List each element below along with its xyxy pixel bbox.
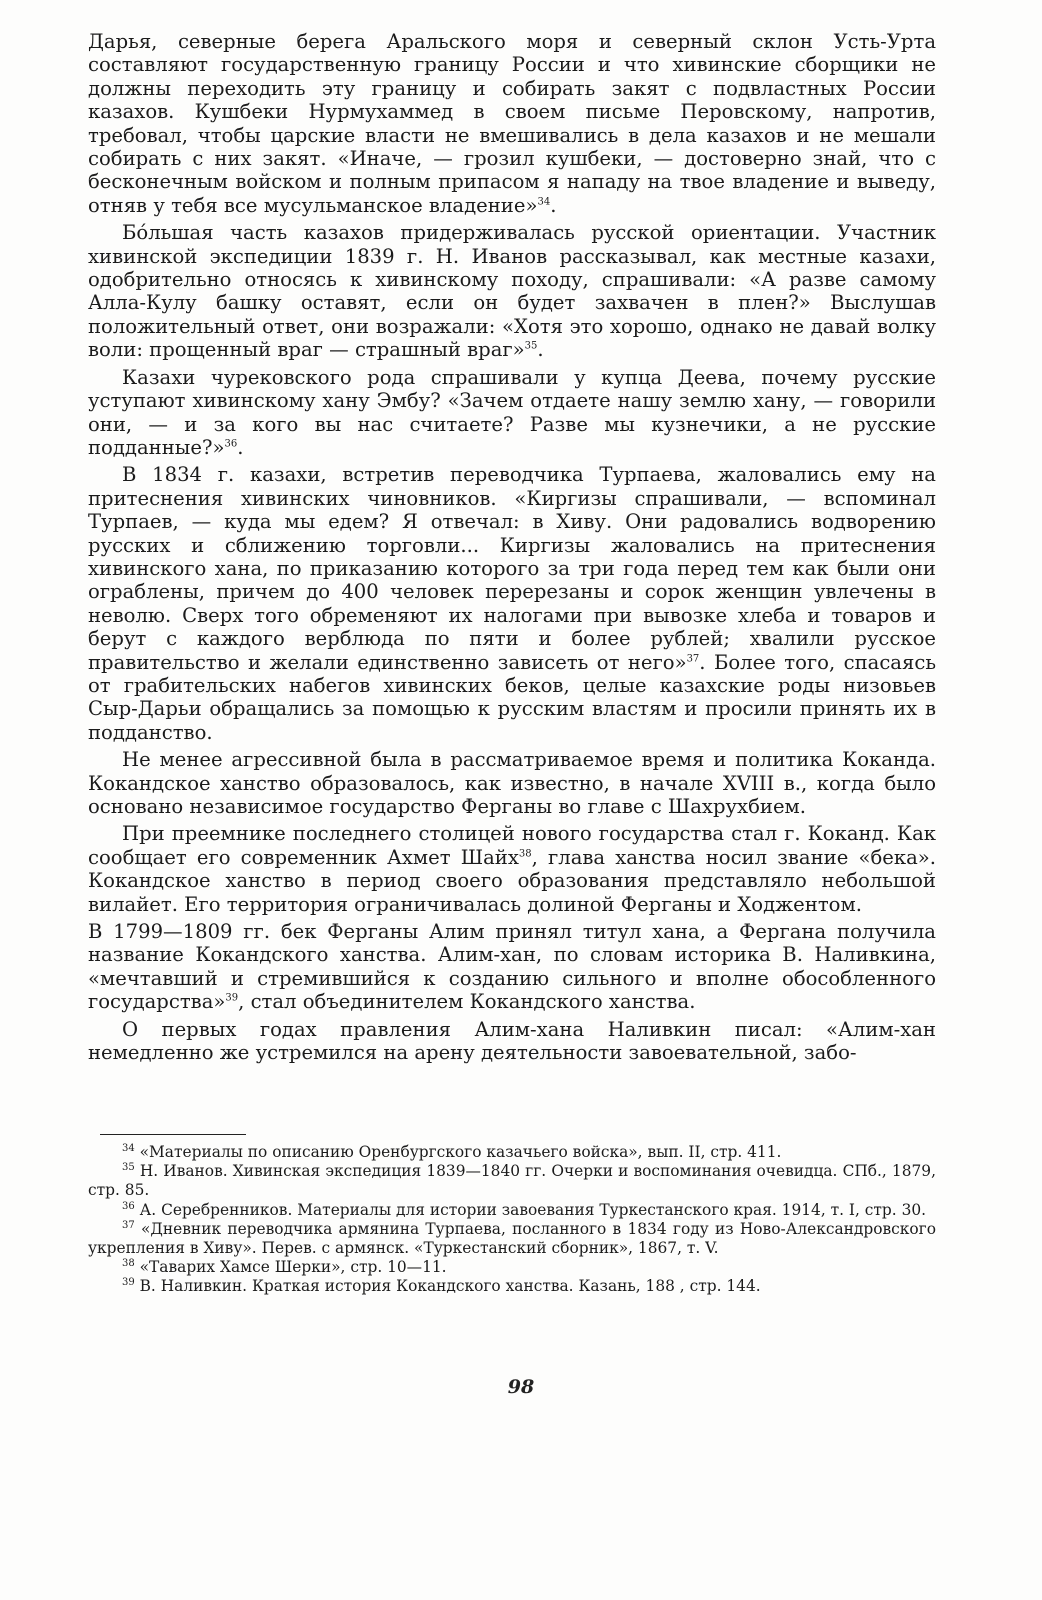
footnote-number: 34	[122, 1142, 135, 1154]
paragraph-text: , глава ханства носил звание «бека». Кокандское ханство в период своего образования представляло небольшой вилайет. Его территория ограничивалась долиной Ферганы и Ходжентом.	[88, 845, 936, 916]
paragraph-text: Бо́льшая часть казахов придерживалась русской ориентации. Участник хивинской экспедиции 1839 г. Н. Иванов рассказывал, как местные казахи, одобрительно относясь к хивинскому походу, спрашивали: «А разве самому Алла-Кулу башку оставят, если он будет захвачен в плен?» Выслушав положительный ответ, они возражали: «Хотя это хорошо, однако не давай волку воли: прощенный враг — страшный враг»	[88, 221, 936, 362]
paragraph-text: В 1834 г. казахи, встретив переводчика Турпаева, жаловались ему на притеснения хивинских чиновников. «Киргизы спрашивали, — вспоминал Турпаев, — куда мы едем? Я отвечал: в Хиву. Они радовались водворению русских и сближению торговли... Киргизы жаловались на притеснения хивинского хана, по приказанию которого за три года перед тем как были они ограблены, причем до 400 человек перерезаны и сорок женщин увлечены в неволю. Сверх того обременяют их налогами при вывозке хлеба и товаров и берут с каждого верблюда по пяти и более рублей; хвалили русское правительство и желали единственно зависеть от него»	[88, 463, 936, 674]
paragraph	[88, 920, 936, 1014]
paragraph	[88, 1018, 936, 1065]
paragraph-text: .	[537, 338, 544, 362]
footnote	[88, 1162, 936, 1200]
paragraph	[88, 221, 936, 361]
footnote-reference: 35	[524, 340, 538, 352]
paragraph-text: , стал объединителем Кокандского ханства.	[238, 990, 696, 1014]
footnote-number: 39	[122, 1277, 135, 1289]
footnote-reference: 36	[224, 438, 238, 450]
footnote-number: 37	[122, 1219, 135, 1231]
paragraph	[88, 822, 936, 916]
footnote-reference: 37	[686, 653, 700, 665]
paragraph	[88, 366, 936, 460]
paragraph-text: . Более того, спасаясь от грабительских набегов хивинских беков, целые казахские роды низовьев Сыр-Дарьи обращались за помощью к русским властям и просили принять их в подданство.	[88, 650, 936, 744]
footnote-separator	[100, 1134, 246, 1135]
footnote-text: Н. Иванов. Хивинская экспедиция 1839—1840 гг. Очерки и воспоминания очевидца. СПб., 1879, стр. 85.	[88, 1162, 936, 1200]
paragraph-text: Не менее агрессивной была в рассматриваемое время и политика Коканда. Кокандское ханство образовалось, как известно, в начале XVIII в., когда было основано независимое государство Ферганы во главе с Шахрухбием.	[88, 748, 936, 818]
footnote-reference: 34	[537, 196, 551, 208]
footnote-number: 38	[122, 1258, 135, 1270]
footnote-reference: 38	[518, 848, 532, 860]
paragraph-text: .	[237, 435, 244, 459]
main-text	[88, 30, 936, 1068]
paragraph	[88, 748, 936, 818]
footnotes	[88, 1143, 936, 1297]
footnote-number: 36	[122, 1200, 135, 1212]
footnote-text: «Материалы по описанию Оренбургского казачьего войска», вып. II, стр. 411.	[134, 1143, 782, 1161]
footnote-number: 35	[122, 1162, 135, 1174]
paragraph	[88, 463, 936, 744]
footnote-text: А. Серебренников. Материалы для истории завоевания Туркестанского края. 1914, т. I, стр. 30.	[134, 1200, 927, 1219]
paragraph	[88, 30, 936, 217]
footnote	[88, 1143, 936, 1162]
footnote-text: «Таварих Хамсе Шерки», стр. 10—11.	[134, 1258, 447, 1277]
paragraph-text: При преемнике последнего столицей нового государства стал г. Коканд. Как сообщает его современник Ахмет Шайх	[88, 822, 936, 869]
paragraph-text: .	[550, 193, 557, 217]
footnote-text: «Дневник переводчика армянина Турпаева, посланного в 1834 году из Ново-Александровского укрепления в Хиву». Перев. с армянск. «Туркестанский сборник», 1867, т. V.	[88, 1219, 936, 1258]
page-number: 98	[507, 1376, 535, 1398]
footnote	[88, 1201, 936, 1220]
paragraph-text: В 1799—1809 гг. бек Ферганы Алим принял титул хана, а Фергана получила название Кокандского ханства. Алим-хан, по словам историка В. Наливкина, «мечтавший и стремившийся к созданию сильного и вполне обособленного государства»	[88, 920, 936, 1014]
paragraph-text: О первых годах правления Алим-хана Наливкин писал: «Алим-хан немедленно же устремился на арену деятельности завоевательной, забо-	[88, 1017, 936, 1065]
footnote	[88, 1220, 936, 1258]
paragraph-text: Казахи чурековского рода спрашивали у купца Деева, почему русские уступают хивинскому хану Эмбу? «Зачем отдаете нашу землю хану, — говорили они, — и за кого вы нас считаете? Разве мы кузнечики, а не русские подданные?»	[88, 365, 936, 459]
footnote	[88, 1277, 936, 1296]
footnote-reference: 39	[225, 992, 239, 1004]
paragraph-text: Дарья, северные берега Аральского моря и северный склон Усть-Урта составляют государственную границу России и что хивинские сборщики не должны переходить эту границу и собирать закят с подвластных России казахов. Кушбеки Нурмухаммед в своем письме Перовскому, напротив, требовал, чтобы царские власти не вмешивались в дела казахов и не мешали собирать с них закят. «Иначе, — грозил кушбеки, — достоверно знай, что с бесконечным войском и полным припасом я нападу на твое владение и выведу, отняв у тебя все мусульманское владение»	[88, 30, 936, 217]
footnote	[88, 1258, 936, 1277]
footnote-text: В. Наливкин. Краткая история Кокандского ханства. Казань, 188 , стр. 144.	[134, 1277, 761, 1296]
